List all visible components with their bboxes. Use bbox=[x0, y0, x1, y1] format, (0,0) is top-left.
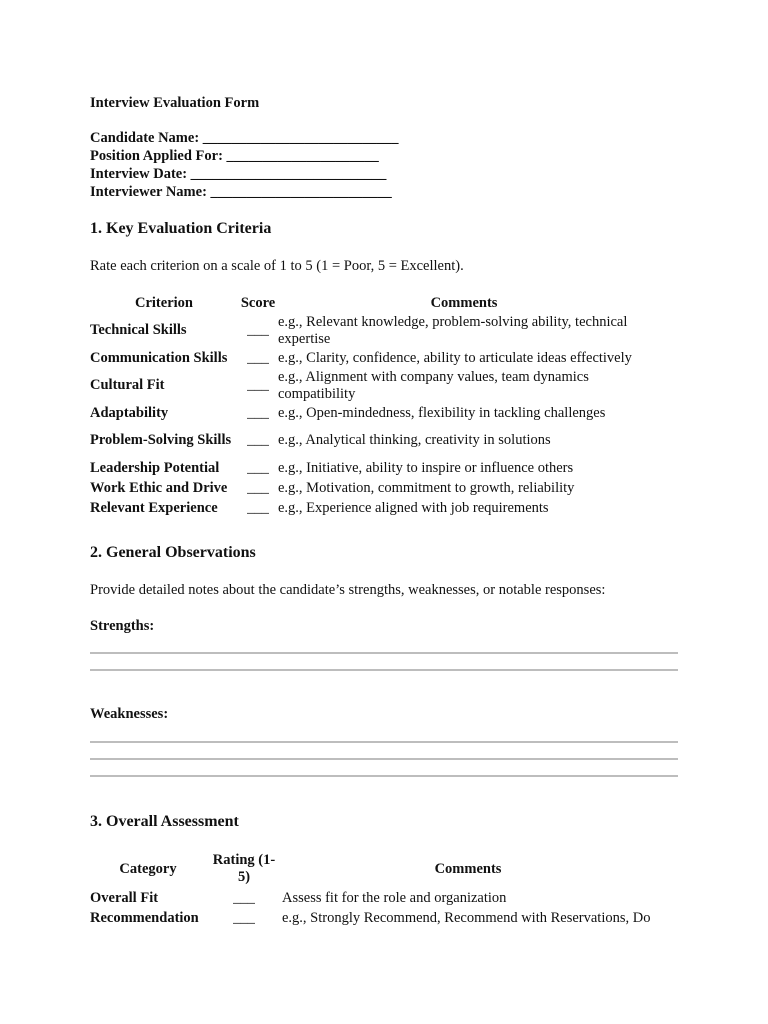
weaknesses-writing-line[interactable] bbox=[90, 758, 678, 760]
rating-scale-instructions: Rate each criterion on a scale of 1 to 5 (1 = Poor, 5 = Excellent). bbox=[90, 258, 464, 274]
table-row bbox=[90, 403, 650, 423]
comments-cell: e.g., Analytical thinking, creativity in solutions bbox=[278, 432, 551, 448]
comments-cell: e.g., Open-mindedness, flexibility in tackling challenges bbox=[278, 404, 606, 421]
comments-cell: e.g., Relevant knowledge, problem-solving ability, technical expertise bbox=[278, 313, 628, 347]
table-row bbox=[90, 888, 654, 908]
score-field[interactable]: ___ bbox=[247, 404, 269, 421]
column-header-category: Category bbox=[119, 860, 177, 877]
criterion-cell: Communication Skills bbox=[90, 349, 228, 366]
rating-header-line-1: Rating (1- bbox=[212, 852, 276, 868]
section-heading-key-criteria: 1. Key Evaluation Criteria bbox=[90, 220, 272, 237]
weaknesses-label: Weaknesses: bbox=[90, 706, 169, 722]
criterion-cell: Leadership Potential bbox=[90, 459, 220, 476]
position-applied-field[interactable]: Position Applied For: _____________________ bbox=[90, 148, 379, 164]
interview-date-field[interactable]: Interview Date: ___________________________ bbox=[90, 166, 387, 182]
column-header-score: Score bbox=[240, 294, 276, 311]
strengths-label: Strengths: bbox=[90, 618, 155, 634]
category-cell: Overall Fit bbox=[90, 889, 159, 906]
score-field[interactable]: ___ bbox=[247, 499, 269, 516]
rating-field[interactable]: ___ bbox=[233, 889, 255, 906]
comments-cell: e.g., Clarity, confidence, ability to articulate ideas effectively bbox=[278, 349, 632, 366]
criterion-cell: Cultural Fit bbox=[90, 377, 165, 393]
candidate-name-field[interactable]: Candidate Name: ___________________________ bbox=[90, 130, 399, 146]
strengths-writing-line[interactable] bbox=[90, 669, 678, 671]
column-header-rating bbox=[206, 850, 282, 888]
table-row bbox=[90, 348, 650, 368]
table-header-row bbox=[90, 850, 654, 888]
table-row bbox=[90, 478, 650, 498]
comments-cell: e.g., Strongly Recommend, Recommend with Reservations, Do bbox=[282, 909, 651, 926]
comments-cell: e.g., Experience aligned with job requirements bbox=[278, 499, 549, 516]
table-row bbox=[90, 458, 650, 478]
comments-cell: e.g., Motivation, commitment to growth, reliability bbox=[278, 479, 575, 496]
score-field[interactable]: ___ bbox=[247, 459, 269, 476]
score-field[interactable]: ___ bbox=[247, 479, 269, 496]
interviewer-name-field[interactable]: Interviewer Name: _________________________ bbox=[90, 184, 392, 200]
table-row bbox=[90, 423, 650, 458]
key-criteria-table bbox=[90, 293, 650, 518]
criterion-cell: Technical Skills bbox=[90, 322, 187, 338]
score-field[interactable]: ___ bbox=[247, 432, 269, 448]
weaknesses-writing-line[interactable] bbox=[90, 741, 678, 743]
table-row bbox=[90, 313, 650, 348]
rating-field[interactable]: ___ bbox=[233, 909, 255, 926]
category-cell: Recommendation bbox=[90, 909, 199, 926]
criterion-cell: Problem-Solving Skills bbox=[90, 432, 232, 448]
column-header-comments: Comments bbox=[430, 294, 498, 311]
score-field[interactable]: ___ bbox=[247, 349, 269, 366]
column-header-comments: Comments bbox=[434, 860, 502, 877]
table-row bbox=[90, 368, 650, 403]
comments-cell: Assess fit for the role and organization bbox=[282, 889, 507, 906]
section-heading-general-observations: 2. General Observations bbox=[90, 544, 256, 561]
overall-assessment-table bbox=[90, 850, 654, 928]
criterion-cell: Work Ethic and Drive bbox=[90, 479, 228, 496]
section-heading-overall-assessment: 3. Overall Assessment bbox=[90, 813, 239, 830]
candidate-info-fields bbox=[90, 129, 399, 201]
table-row bbox=[90, 908, 654, 928]
weaknesses-writing-line[interactable] bbox=[90, 775, 678, 777]
comments-cell: e.g., Initiative, ability to inspire or influence others bbox=[278, 459, 574, 476]
criterion-cell: Relevant Experience bbox=[90, 499, 218, 516]
score-field[interactable]: ___ bbox=[247, 322, 269, 338]
criterion-cell: Adaptability bbox=[90, 404, 169, 421]
table-header-row bbox=[90, 293, 650, 313]
observations-prompt: Provide detailed notes about the candidate’s strengths, weaknesses, or notable responses: bbox=[90, 582, 606, 598]
strengths-writing-line[interactable] bbox=[90, 652, 678, 654]
rating-header-line-2: 5) bbox=[237, 869, 251, 885]
comments-cell: e.g., Alignment with company values, team dynamics compatibility bbox=[278, 368, 589, 402]
column-header-criterion: Criterion bbox=[135, 294, 193, 311]
table-row bbox=[90, 498, 650, 518]
score-field[interactable]: ___ bbox=[247, 377, 269, 393]
form-title: Interview Evaluation Form bbox=[90, 95, 260, 111]
